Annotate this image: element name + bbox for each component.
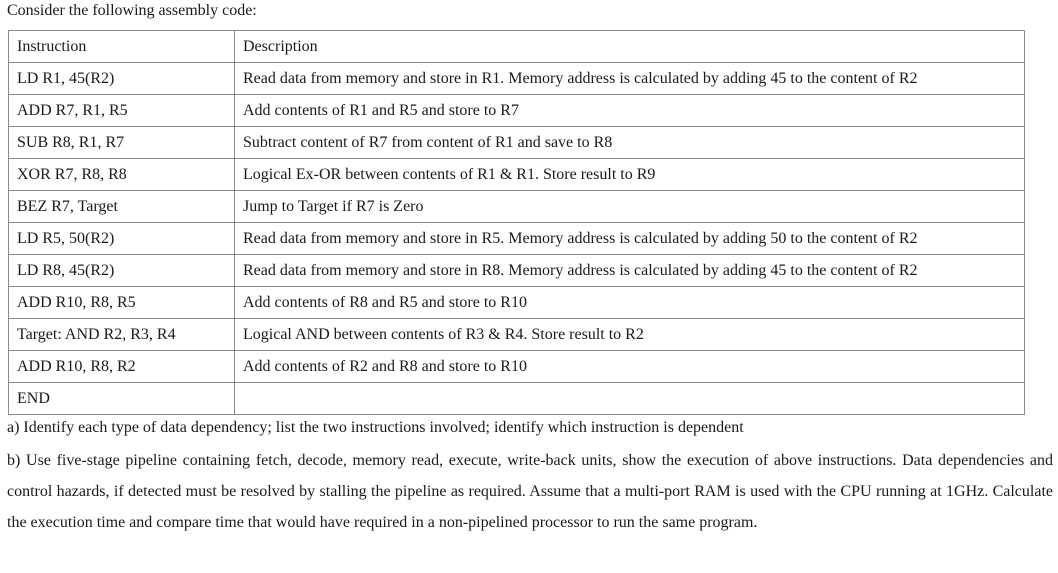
table-header-row — [9, 31, 1025, 63]
table-row — [9, 159, 1025, 191]
description-cell: Read data from memory and store in R8. Memory address is calculated by adding 45 to the content of R2 — [235, 255, 1025, 287]
table-row — [9, 319, 1025, 351]
instruction-cell: LD R1, 45(R2) — [9, 63, 235, 95]
instruction-cell: END — [9, 383, 235, 415]
instruction-cell: XOR R7, R8, R8 — [9, 159, 235, 191]
description-cell: Logical AND between contents of R3 & R4. Store result to R2 — [235, 319, 1025, 351]
description-cell: Jump to Target if R7 is Zero — [235, 191, 1025, 223]
instruction-cell: LD R8, 45(R2) — [9, 255, 235, 287]
description-cell: Read data from memory and store in R5. Memory address is calculated by adding 50 to the content of R2 — [235, 223, 1025, 255]
description-cell: Subtract content of R7 from content of R1 and save to R8 — [235, 127, 1025, 159]
description-cell: Add contents of R8 and R5 and store to R10 — [235, 287, 1025, 319]
questions — [7, 414, 1053, 538]
header-description: Description — [235, 31, 1025, 63]
instruction-cell: ADD R10, R8, R2 — [9, 351, 235, 383]
table-row — [9, 255, 1025, 287]
description-cell: Read data from memory and store in R1. Memory address is calculated by adding 45 to the content of R2 — [235, 63, 1025, 95]
question-a: a) Identify each type of data dependency; list the two instructions involved; identify which instruction is dependent — [7, 419, 744, 436]
question-b: b) Use five-stage pipeline containing fetch, decode, memory read, execute, write-back units, show the execution of above instructions. Data dependencies and control hazards, if detected must be resolved by stalling the pipeline as required. Assume that a multi-port RAM is used with the CPU running at 1GHz. Calculate the execution time and compare time that would have required in a non-pipelined processor to run the same program. — [7, 452, 1053, 531]
description-cell: Logical Ex-OR between contents of R1 & R1. Store result to R9 — [235, 159, 1025, 191]
assembly-table — [8, 30, 1025, 415]
table-row — [9, 63, 1025, 95]
description-cell — [235, 383, 1025, 415]
intro-text: Consider the following assembly code: — [7, 2, 257, 19]
description-cell: Add contents of R1 and R5 and store to R7 — [235, 95, 1025, 127]
table-row — [9, 383, 1025, 415]
instruction-cell: SUB R8, R1, R7 — [9, 127, 235, 159]
instruction-cell: Target: AND R2, R3, R4 — [9, 319, 235, 351]
table-row — [9, 223, 1025, 255]
table-row — [9, 351, 1025, 383]
instruction-cell: BEZ R7, Target — [9, 191, 235, 223]
description-cell: Add contents of R2 and R8 and store to R10 — [235, 351, 1025, 383]
table-row — [9, 191, 1025, 223]
instruction-cell: ADD R7, R1, R5 — [9, 95, 235, 127]
header-instruction: Instruction — [9, 31, 235, 63]
table-row — [9, 95, 1025, 127]
table-row — [9, 287, 1025, 319]
instruction-cell: LD R5, 50(R2) — [9, 223, 235, 255]
table-row — [9, 127, 1025, 159]
instruction-cell: ADD R10, R8, R5 — [9, 287, 235, 319]
